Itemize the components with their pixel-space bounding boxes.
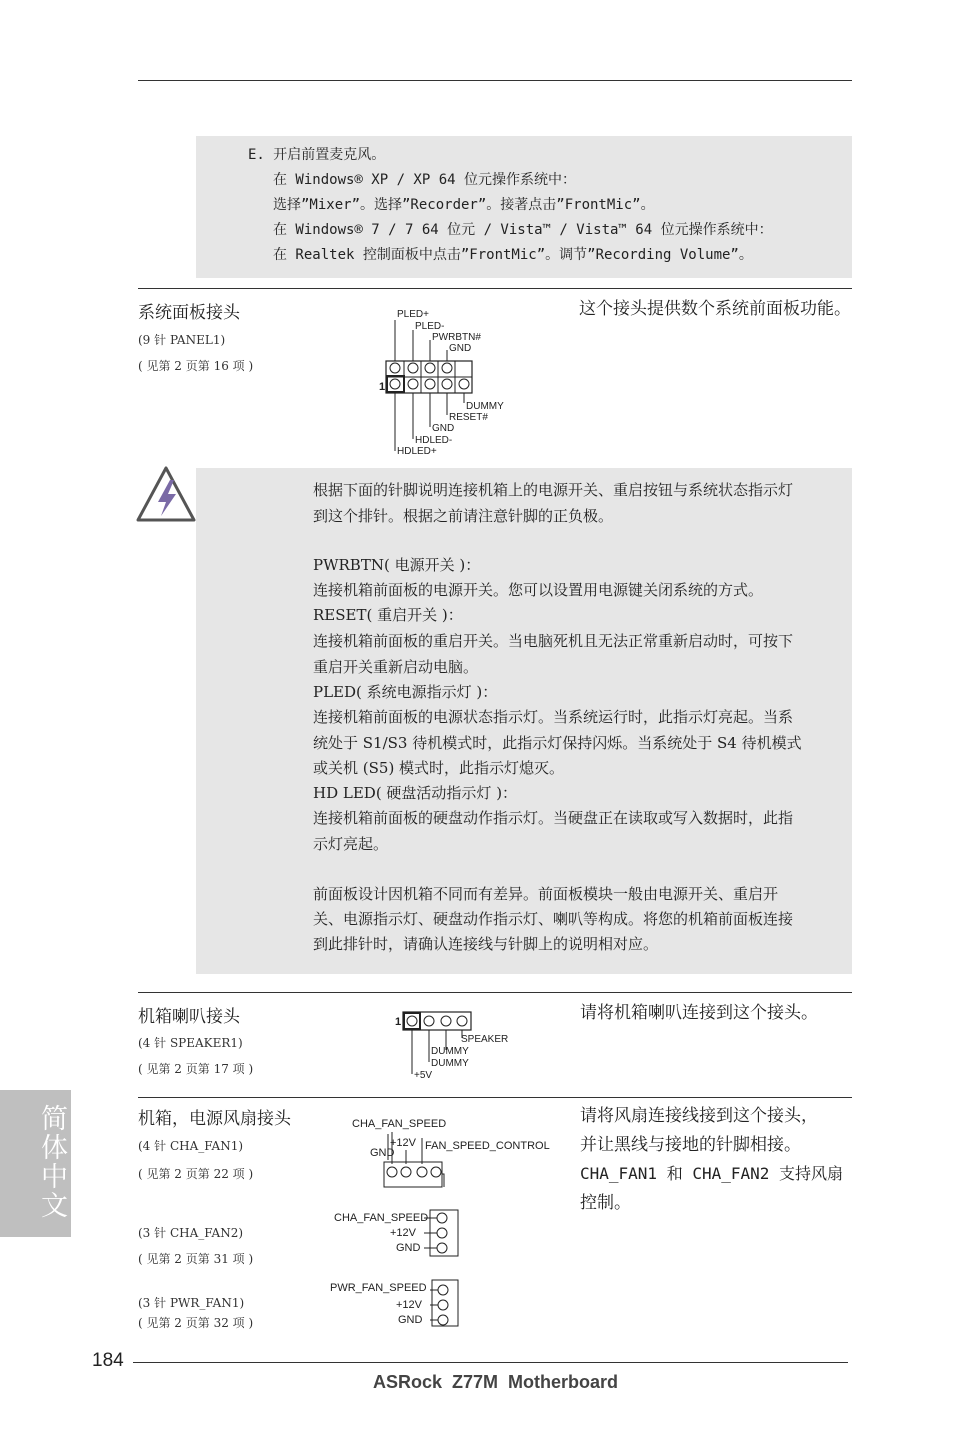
fan-pins: (4 针 CHA_FAN1) (138, 1139, 244, 1153)
pin-label: PLED- (415, 321, 445, 332)
fan-desc-line: 请将风扇连接线接到这个接头， (580, 1106, 818, 1126)
footer-rule (133, 1362, 848, 1363)
speaker-pins: (4 针 SPEAKER1) (138, 1036, 243, 1050)
fan-label: CHA_FAN_SPEED (334, 1212, 429, 1224)
section-rule (138, 1097, 852, 1098)
warning-heading: HD LED( 硬盘活动指示灯 )： (313, 784, 518, 802)
fan-pins: (3 针 CHA_FAN2) (138, 1226, 244, 1240)
section-rule (138, 288, 852, 289)
pin1-label: 1 (379, 381, 386, 393)
warning-heading: PWRBTN( 电源开关 )： (313, 556, 481, 574)
warning-text: 根据下面的针脚说明连接机箱上的电源开关、重启按钮与系统状态指示灯 (313, 481, 794, 499)
pin-label: SPEAKER (461, 1034, 509, 1045)
fan-ref: ( 见第 2 页第 32 项 ) (138, 1316, 254, 1330)
note-line: 在 Realtek 控制面板中点击”FrontMic”。调节”Recording Volume”。 (273, 247, 753, 263)
warning-text: 或关机 (S5) 模式时，此指示灯熄灭。 (313, 759, 565, 777)
fan-label: +12V (390, 1227, 416, 1239)
panel-desc: 这个接头提供数个系统前面板功能。 (579, 299, 851, 319)
speaker-desc: 请将机箱喇叭连接到这个接头。 (580, 1003, 818, 1023)
fan-label: PWR_FAN_SPEED (330, 1282, 427, 1294)
pin-label: PLED+ (397, 309, 429, 320)
warning-text: 连接机箱前面板的电源状态指示灯。当系统运行时，此指示灯亮起。当系 (313, 708, 794, 726)
pin-label: GND (432, 423, 455, 434)
pin-label: DUMMY (466, 401, 504, 412)
fan-label: +12V (390, 1137, 416, 1149)
fan-label: GND (398, 1314, 423, 1326)
panel-header-diagram (378, 305, 518, 457)
fan-label: GND (370, 1147, 395, 1159)
fan-desc-line: CHA_FAN1 和 CHA_FAN2 支持风扇 (580, 1164, 844, 1183)
cha-fan1-diagram (348, 1112, 558, 1192)
fan-label: GND (396, 1242, 421, 1254)
warning-icon (136, 464, 198, 524)
warning-text: 到此排针时，请确认连接线与针脚上的说明相对应。 (313, 935, 659, 953)
fan-ref: ( 见第 2 页第 31 项 ) (138, 1252, 254, 1266)
pin-label: DUMMY (431, 1046, 469, 1057)
warning-text: 到这个排针。根据之前请注意针脚的正负极。 (313, 507, 614, 525)
cha-fan2-diagram (330, 1206, 470, 1260)
pin-label: PWRBTN# (432, 332, 481, 343)
pin-label: HDLED- (415, 435, 453, 446)
panel-title: 系统面板接头 (138, 303, 240, 323)
note-line: 选择”Mixer”。选择”Recorder”。接著点击”FrontMic”。 (273, 197, 655, 213)
pin-label: GND (449, 343, 472, 354)
speaker-title: 机箱喇叭接头 (138, 1007, 240, 1027)
language-side-tab (0, 1090, 71, 1237)
warning-text: 连接机箱前面板的硬盘动作指示灯。当硬盘正在读取或写入数据时，此指 (313, 809, 794, 827)
section-rule (138, 992, 852, 993)
fan-desc-line: 控制。 (580, 1193, 631, 1213)
warning-heading: RESET( 重启开关 )： (313, 606, 463, 624)
pwr-fan1-diagram (326, 1276, 466, 1330)
warning-text: 连接机箱前面板的电源开关。您可以设置用电源键关闭系统的方式。 (313, 581, 764, 599)
warning-text: 示灯亮起。 (313, 835, 389, 853)
pin-label: RESET# (449, 412, 488, 423)
note-line: E. 开启前置麦克风。 (248, 147, 386, 163)
note-line: 在 Windows® 7 / 7 64 位元 / Vista™ / Vista™ 64 位元操作系统中： (273, 222, 773, 238)
fan-title: 机箱，电源风扇接头 (138, 1109, 291, 1129)
pin-label: DUMMY (431, 1058, 469, 1069)
side-tab-label: 简体中文 (36, 1104, 67, 1220)
warning-text: 重启开关重新启动电脑。 (313, 658, 479, 676)
pin1-label: 1 (395, 1016, 402, 1028)
warning-text: 前面板设计因机箱不同而有差异。前面板模块一般由电源开关、重启开 (313, 885, 779, 903)
note-line: 在 Windows® XP / XP 64 位元操作系统中： (273, 172, 577, 188)
fan-ref: ( 见第 2 页第 22 项 ) (138, 1167, 254, 1181)
speaker-ref: ( 见第 2 页第 17 项 ) (138, 1062, 254, 1076)
warning-text: 关、电源指示灯、硬盘动作指示灯、喇叭等构成。将您的机箱前面板连接 (313, 910, 794, 928)
top-rule (138, 80, 852, 81)
warning-text: 统处于 S1/S3 待机模式时，此指示灯保持闪烁。当系统处于 S4 待机模式 (313, 734, 802, 752)
fan-pins: (3 针 PWR_FAN1) (138, 1296, 245, 1310)
pin-label: HDLED+ (397, 446, 437, 457)
speaker-header-diagram (394, 1008, 518, 1082)
panel-pins: (9 针 PANEL1) (138, 333, 226, 347)
fan-desc-line: 并让黑线与接地的针脚相接。 (580, 1135, 801, 1155)
page-number: 184 (92, 1350, 124, 1371)
fan-label: +12V (396, 1299, 422, 1311)
pin-label: +5V (414, 1070, 433, 1081)
fan-label: FAN_SPEED_CONTROL (425, 1140, 550, 1152)
fan-label: CHA_FAN_SPEED (352, 1118, 447, 1130)
warning-text: 连接机箱前面板的重启开关。当电脑死机且无法正常重新启动时，可按下 (313, 632, 794, 650)
footer-product: ASRock Z77M Motherboard (373, 1372, 619, 1392)
panel-ref: ( 见第 2 页第 16 项 ) (138, 359, 254, 373)
warning-heading: PLED( 系统电源指示灯 )： (313, 683, 498, 701)
